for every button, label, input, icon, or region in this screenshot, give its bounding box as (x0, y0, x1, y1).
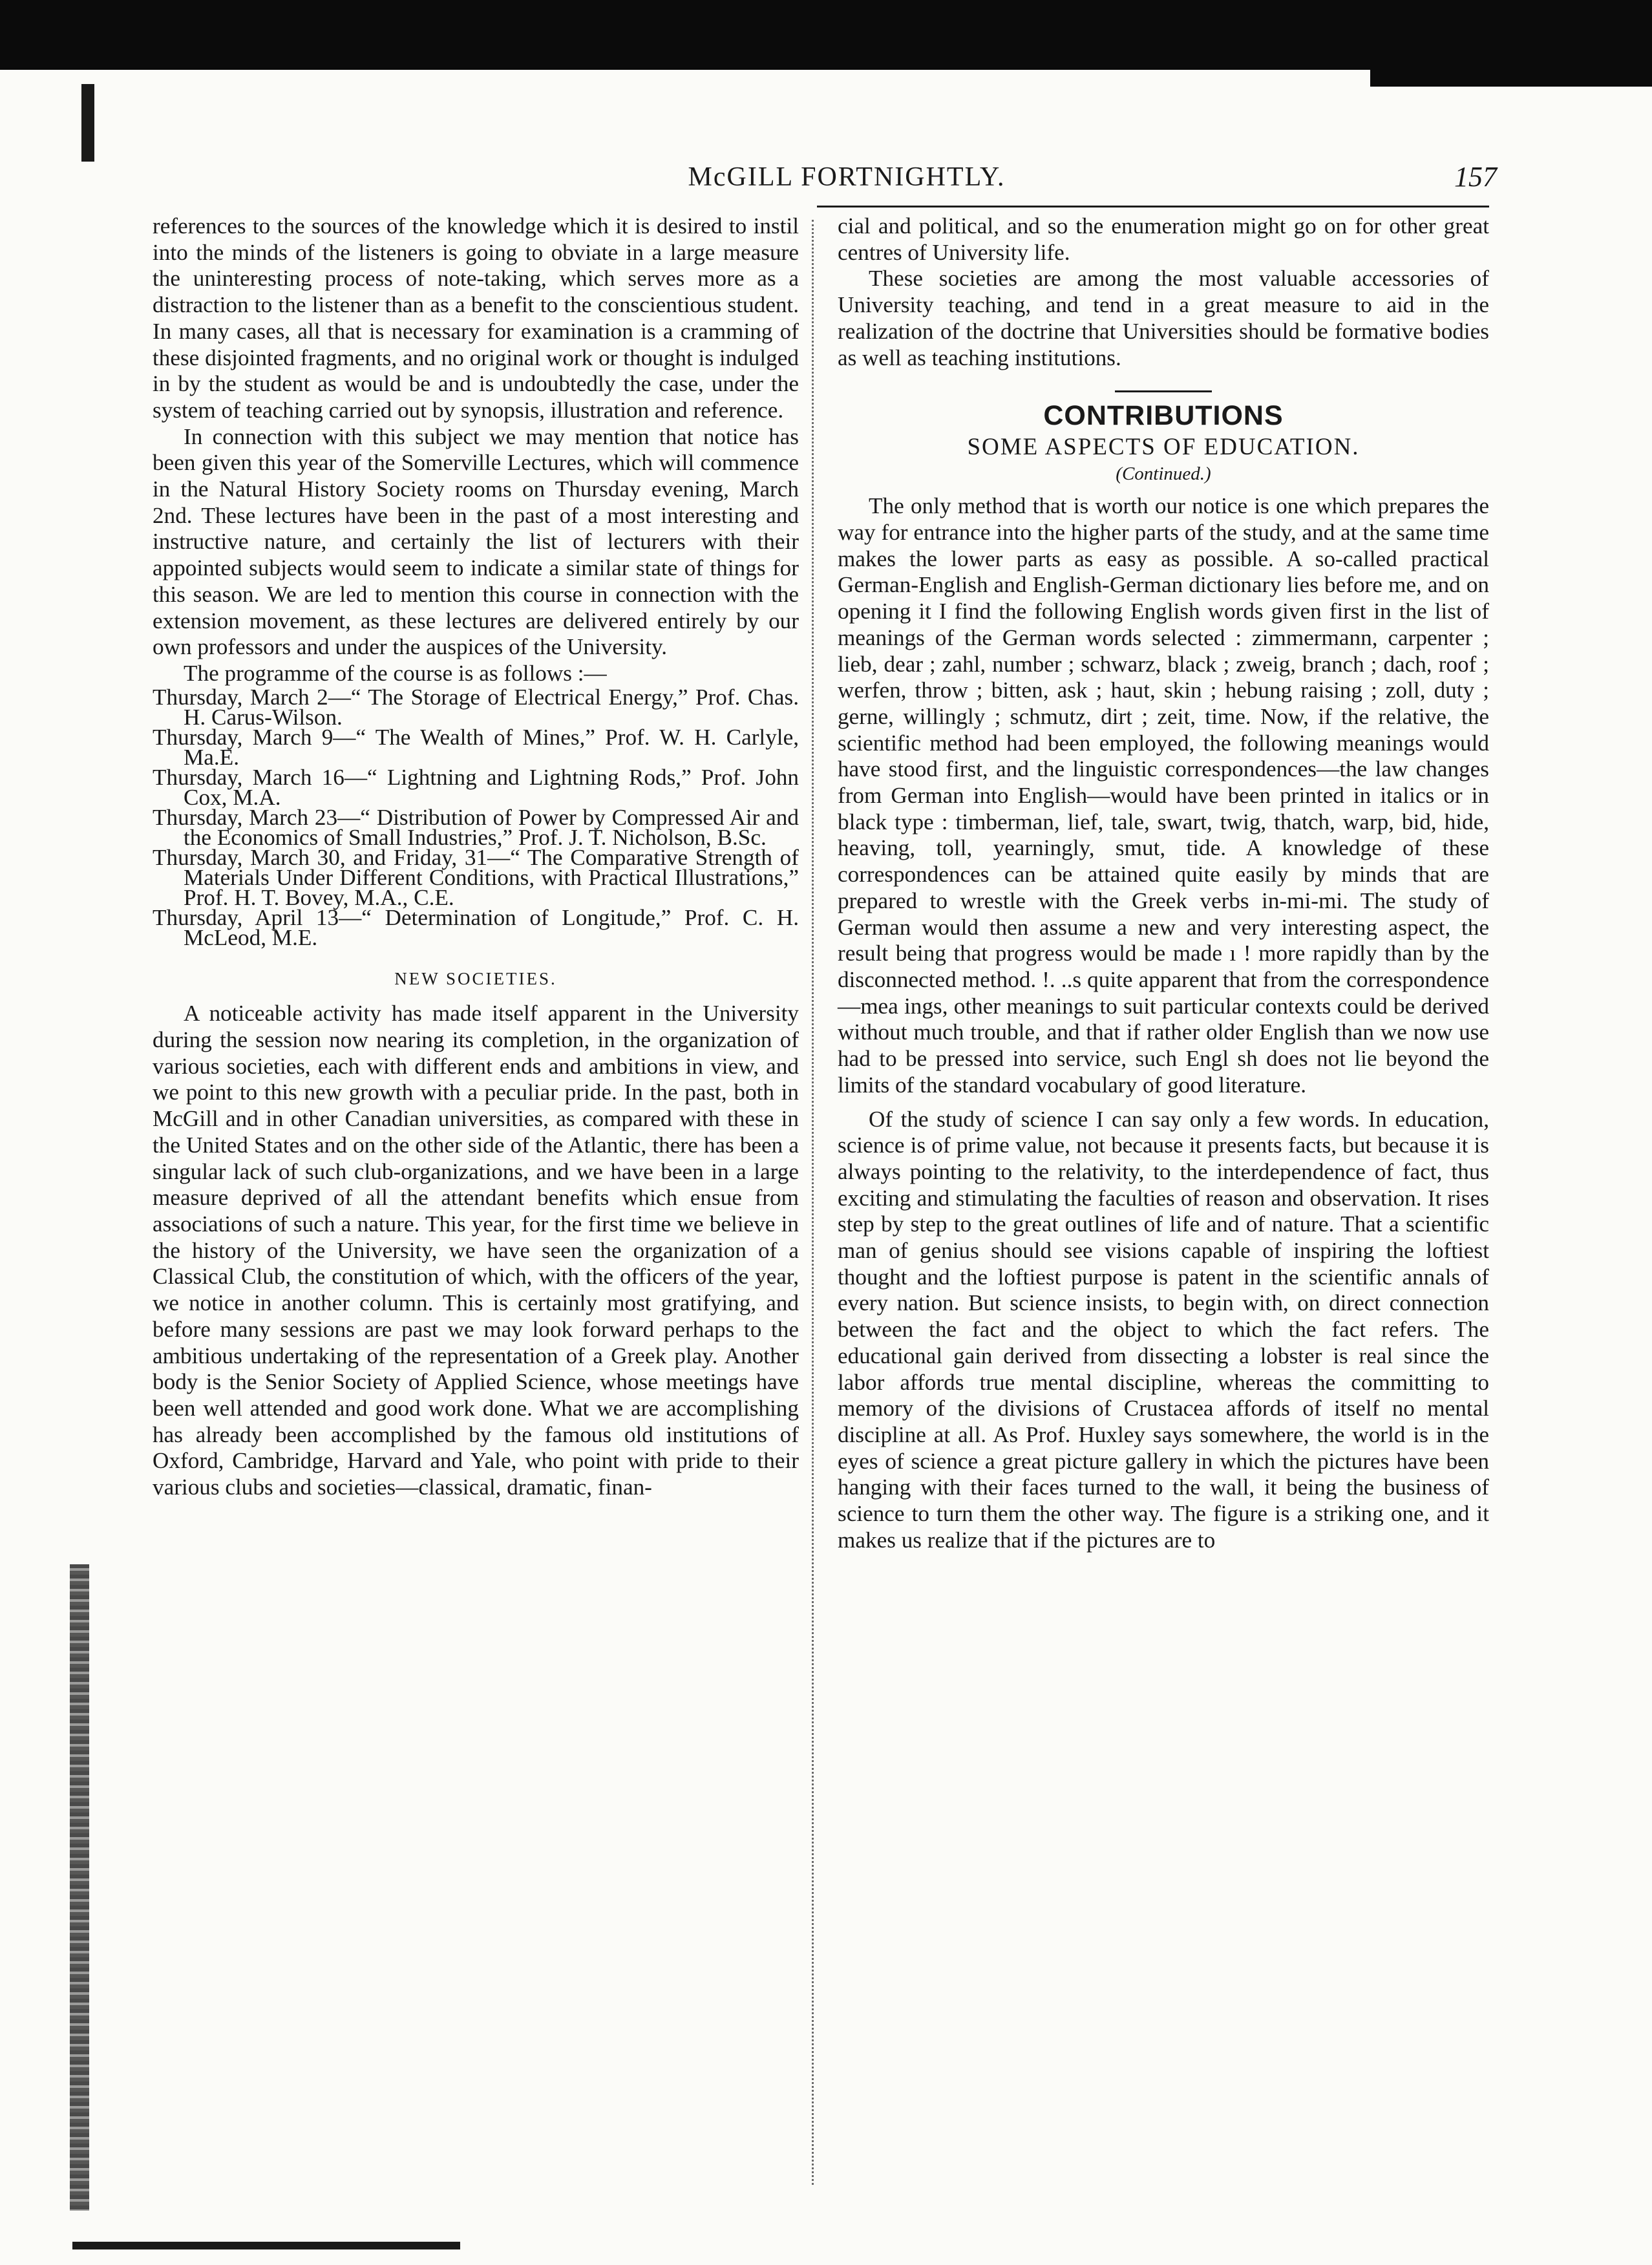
paragraph: These societies are among the most valuable accessories of University teaching, and tend in a great measure to aid in the realization of the doctrine that Universities should be formative bodies as well as teaching institutions. (838, 266, 1489, 370)
paragraph: The only method that is worth our notice is one which prepares the way for entrance into the higher parts of the study, and at the same time makes the lower parts as easy as possible. A so-called practical German-English and English-German dictionary lies before me, and on opening it I find the following English words given first in the list of meanings of the German words selected : zimmermann, carpenter ; lieb, dear ; zahl, number ; schwarz, black ; zweig, branch ; dach, roof ; werfen, throw ; bitten, ask ; haut, skin ; hebung raising ; zoll, duty ; gerne, willingly ; schmutz, dirt ; zeit, time. Now, if the relative, the scientific method had been employed, the following meanings would have stood first, and the linguistic correspondences—the law changes from German into English—would have been printed in italics or in black type : timberman, lief, tale, swart, twig, thatch, warp, bid, hide, heaving, toll, yearningly, smut, tide. A knowledge of these correspondences can be attained quite easily by minds that are prepared to wrestle with the Greek verbs in-mi-mi. The study of German would then assume a new and very interesting aspect, the result being that progress would be made ı ! more rapidly than by the disconnected method. !. ..s quite apparent that from the correspondence—mea ings, other meanings to suit particular contexts could be derived without much trouble, and that if rather older English than we now use had to be pressed into service, such Engl sh does not lie beyond the limits of the standard vocabulary of good literature. (838, 493, 1489, 1098)
programme-intro: The programme of the course is as follows :— (184, 660, 607, 686)
column-divider (812, 220, 814, 2185)
programme-entry: Thursday, March 23—“ Distribution of Power by Compressed Air and the Economics of Small Industries,” Prof. J. T. Nicholson, B.Sc. (153, 804, 799, 850)
continued-note: (Continued.) (1116, 463, 1211, 484)
left-column (153, 213, 799, 1501)
paragraph: cial and political, and so the enumeration might go on for other great centres of University life. (838, 213, 1489, 265)
scan-bottom-mark (72, 2242, 460, 2249)
scan-top-border-tail (1370, 70, 1652, 87)
programme-entry: Thursday, March 16—“ Lightning and Lightning Rods,” Prof. John Cox, M.A. (153, 764, 799, 810)
programme-entry: Thursday, April 13—“ Determination of Longitude,” Prof. C. H. McLeod, M.E. (153, 904, 799, 950)
header-rule (817, 206, 1489, 207)
programme-entry: Thursday, March 30, and Friday, 31—“ The Comparative Strength of Materials Under Different Conditions, with Practical Illustrations,” Prof. H. T. Bovey, M.A., C.E. (153, 844, 799, 910)
programme-entry: Thursday, March 2—“ The Storage of Electrical Energy,” Prof. Chas. H. Carus-Wilson. (153, 684, 799, 730)
running-head: McGILL FORTNIGHTLY. (688, 162, 1006, 192)
paragraph: Of the study of science I can say only a few words. In education, science is of prime value, not because it presents facts, but because it is always pointing to the relativity, to the interdependence of fact, thus exciting and stimulating the faculties of reason and observation. It rises step by step to the great outlines of life and of nature. That a scientific man of genius should see visions capable of inspiring the loftiest thought and the loftiest purpose is patent in the scientific annals of every nation. But science insists, to begin with, on direct connection between the fact and the object to which the fact refers. The educational gain derived from dissecting a lobster is real since the labor affords true mental discipline, whereas the committing to memory of the divisions of Crustacea affords of itself no mental discipline at all. As Prof. Huxley says somewhere, the world is in the eyes of science a great picture gallery in which the pictures have been hanging with their faces turned to the wall, it being the business of science to turn them the other way. The figure is a striking one, and it makes us realize that if the pictures are to (838, 1106, 1489, 1553)
programme-entry: Thursday, March 9—“ The Wealth of Mines,” Prof. W. H. Carlyle, Ma.E. (153, 724, 799, 770)
page-number: 157 (1454, 161, 1497, 193)
scan-edge-mark (81, 84, 94, 162)
scan-top-border (0, 0, 1652, 70)
paragraph: A noticeable activity has made itself apparent in the University during the session now nearing its completion, in the organization of various societies, each with different ends and ambitions in view, and we point to this new growth with a peculiar pride. In the past, both in McGill and in other Canadian universities, as compared with these in the United States and on the other side of the Atlantic, there has been a singular lack of such club-organizations, and we have been in a large measure deprived of all the attendant benefits which ensue from associations of such a nature. This year, for the first time we believe in the history of the University, we have seen the organization of a Classical Club, the constitution of which, with the officers of the year, we notice in another column. This is certainly most gratifying, and before many sessions are past we may look forward perhaps to the ambitious undertaking of the representation of a Greek play. Another body is the Senior Society of Applied Science, whose meetings have been well attended and good work done. What we are accomplishing has already been accomplished by the famous old institutions of Oxford, Cambridge, Harvard and Yale, who point with pride to their various clubs and societies—classical, dramatic, finan- (153, 1001, 799, 1500)
section-rule (1115, 390, 1212, 392)
lecture-programme (153, 684, 799, 950)
paragraph: In connection with this subject we may mention that notice has been given this year of the Somerville Lectures, which will commence in the Natural History Society rooms on Thursday evening, March 2nd. These lectures have been in the past of a most interesting and instructive nature, and certainly the list of lecturers with their appointed subjects would seem to indicate a similar state of things for this season. We are led to mention this course in connection with the extension movement, as these lectures are delivered entirely by our own professors and under the auspices of the University. (153, 423, 799, 660)
right-column (838, 213, 1489, 1553)
paragraph: references to the sources of the knowledge which it is desired to instil into the minds of the listeners is going to obviate in a large measure the uninteresting process of note-taking, which serves more as a distraction to the listener than as a benefit to the conscientious student. In many cases, all that is necessary for examination is a cramming of these disjointed fragments, and no original work or thought is indulged in by the student as would be and is undoubtedly the case, under the system of teaching carried out by synopsis, illustration and reference. (153, 213, 799, 423)
scan-binding-shadow (70, 1564, 89, 2211)
contributions-heading: CONTRIBUTIONS (1043, 400, 1284, 432)
section-heading: NEW SOCIETIES. (394, 968, 557, 988)
article-title: SOME ASPECTS OF EDUCATION. (967, 433, 1360, 460)
